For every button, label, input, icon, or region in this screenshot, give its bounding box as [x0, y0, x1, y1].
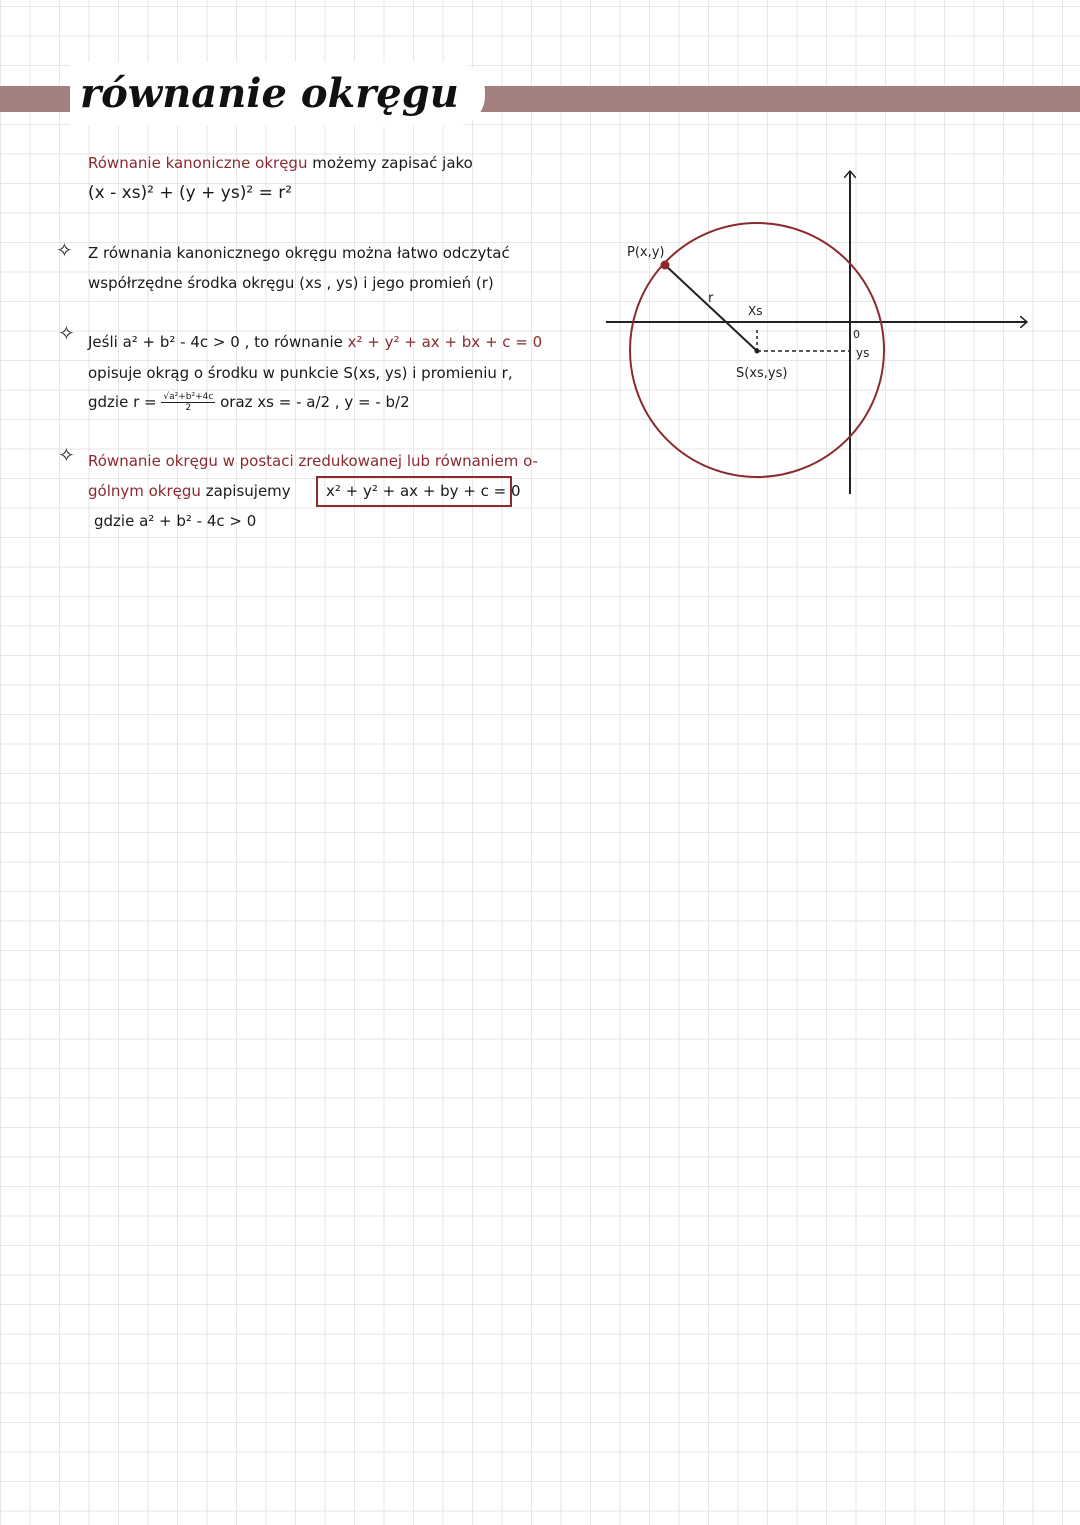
bullet3-line2-rest: zapisujemy [205, 482, 291, 500]
canonical-formula: (x - xs)² + (y + ys)² = r² [88, 183, 293, 203]
star-bullet-icon: ✧ [58, 321, 75, 345]
page-title: równanie okręgu [70, 62, 485, 126]
condition-expr: Jeśli a² + b² - 4c > 0 [88, 333, 240, 351]
general-term: gólnym okręgu [88, 482, 201, 500]
star-bullet-icon: ✧ [56, 238, 73, 262]
fraction-numerator: √a²+b²+4c [163, 392, 214, 402]
xs-label: Xs [748, 304, 763, 318]
radius-line [665, 265, 757, 351]
canonical-intro-rest: możemy zapisać jako [312, 154, 473, 172]
boxed-general-equation: x² + y² + ax + by + c = 0 [316, 476, 512, 507]
bullet1-line1: Z równania kanonicznego okręgu można łatwo odczytać [88, 244, 510, 262]
bullet2-line2: opisuje okrąg o środku w punkcie S(xs, ys) i promieniu r, [88, 364, 513, 382]
bullet3-line1: Równanie okręgu w postaci zredukowanej lub równaniem o- [88, 452, 538, 470]
point-p-label: P(x,y) [627, 245, 665, 260]
star-bullet-icon: ✧ [58, 443, 75, 467]
canonical-term: Równanie kanoniczne okręgu [88, 154, 308, 172]
point-p-marker [661, 261, 670, 270]
center-label: S(xs,ys) [736, 366, 788, 381]
bullet3-line3: gdzie a² + b² - 4c > 0 [94, 512, 257, 530]
ys-label: ys [856, 346, 870, 360]
center-def: oraz xs = - a/2 , y = - b/2 [220, 393, 410, 411]
bullet2-connector: , to równanie [244, 333, 343, 351]
center-marker [755, 349, 760, 354]
radius-label: r [708, 291, 714, 306]
bullet1-line2: współrzędne środka okręgu (xs , ys) i jego promień (r) [88, 274, 494, 292]
radius-def: gdzie r = [88, 393, 157, 411]
fraction-denominator: 2 [185, 403, 192, 413]
general-equation: x² + y² + ax + bx + c = 0 [347, 333, 543, 351]
origin-label: 0 [853, 328, 860, 341]
